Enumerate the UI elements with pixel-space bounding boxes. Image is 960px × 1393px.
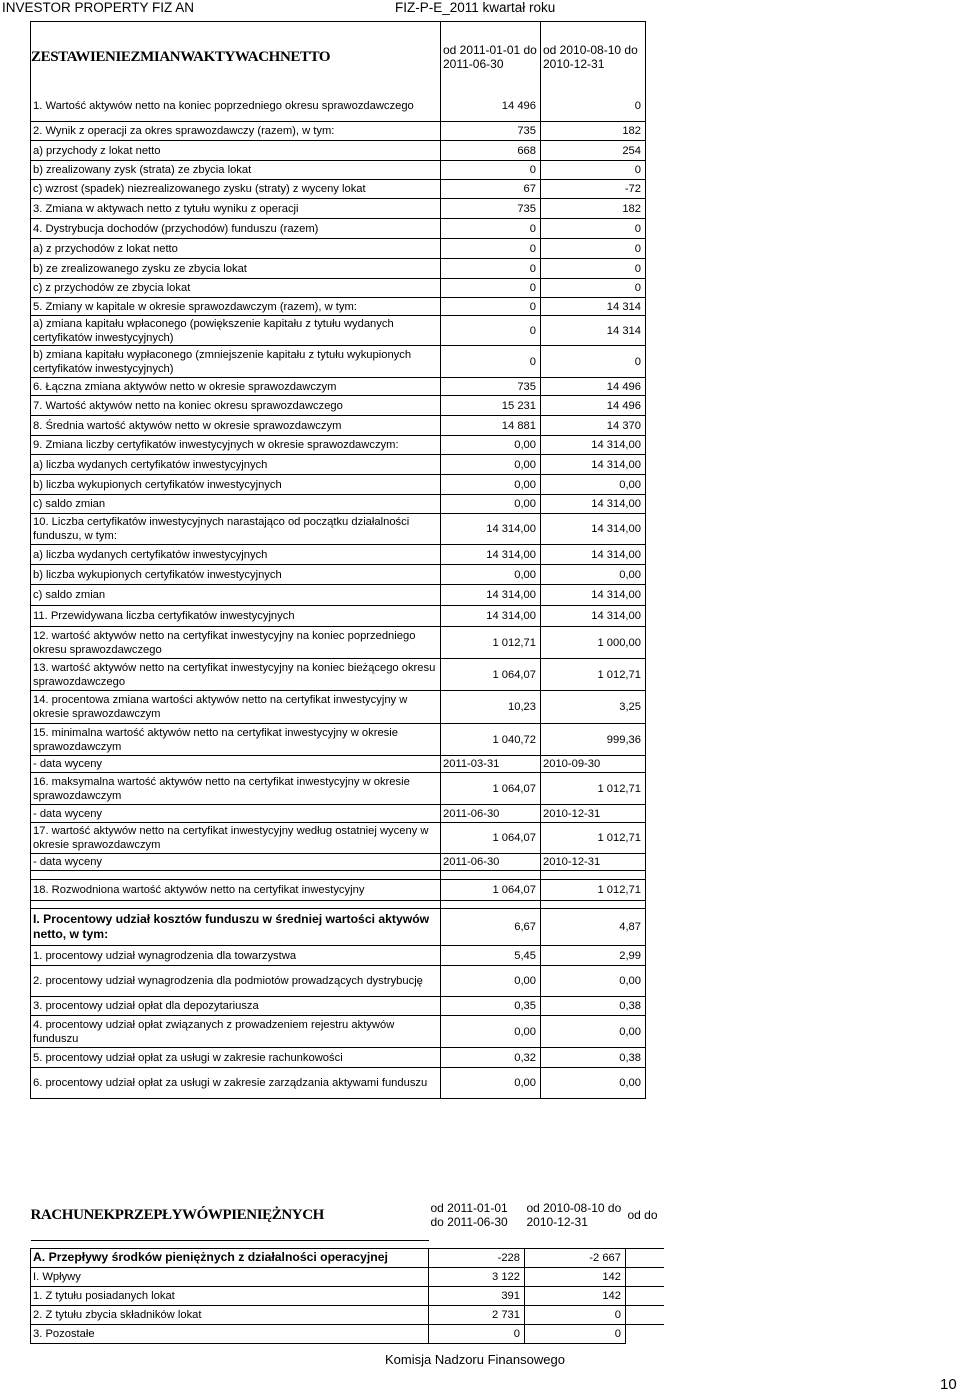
value-current-period: 14 314,00 xyxy=(441,585,541,606)
value-previous-period: 142 xyxy=(525,1286,626,1305)
valuation-date-previous-period: 2010-12-31 xyxy=(541,805,646,823)
value-previous-period: 14 314,00 xyxy=(541,436,646,455)
table-row xyxy=(31,823,646,854)
table-row xyxy=(31,1305,664,1324)
table-row xyxy=(31,724,646,756)
row-label: b) liczba wykupionych certyfikatów inwestycyjnych xyxy=(31,565,441,585)
section-title: RACHUNEKPRZEPŁYWÓWPIENIĘŻNYCH xyxy=(31,1190,429,1240)
section-title: ZESTAWIENIEZMIANWAKTYWACHNETTO xyxy=(31,22,441,92)
value-previous-period: 4,87 xyxy=(541,909,646,946)
value-current-period: 1 064,07 xyxy=(441,823,541,854)
row-label: c) saldo zmian xyxy=(31,495,441,514)
value-previous-period: -2 667 xyxy=(525,1248,626,1267)
value-previous-period: -72 xyxy=(541,180,646,199)
value-current-period: 0,32 xyxy=(441,1048,541,1068)
value-current-period: 14 314,00 xyxy=(441,606,541,627)
table-row xyxy=(31,199,646,219)
table-row xyxy=(31,1068,646,1099)
table-row xyxy=(31,436,646,455)
row-label: 15. minimalna wartość aktywów netto na certyfikat inwestycyjny w okresie sprawozdawczym xyxy=(31,724,441,756)
table-row xyxy=(31,871,646,880)
value-current-period: 0 xyxy=(441,346,541,378)
table-row xyxy=(31,122,646,141)
value-current-period: 0 xyxy=(441,316,541,346)
table-row xyxy=(31,279,646,298)
row-label: 13. wartość aktywów netto na certyfikat inwestycyjny na koniec bieżącego okresu sprawozdawczego xyxy=(31,659,441,691)
table-row xyxy=(31,606,646,627)
table-row xyxy=(31,1016,646,1048)
empty-cell xyxy=(626,1267,664,1286)
table-row xyxy=(31,627,646,659)
table-row xyxy=(31,946,646,966)
table-row xyxy=(31,259,646,279)
value-current-period: 0,00 xyxy=(441,565,541,585)
value-previous-period: 0,00 xyxy=(541,966,646,997)
row-label: 7. Wartość aktywów netto na koniec okresu sprawozdawczego xyxy=(31,396,441,416)
value-current-period: 6,67 xyxy=(441,909,541,946)
table-header-row xyxy=(31,1190,664,1240)
row-label: b) ze zrealizowanego zysku ze zbycia lokat xyxy=(31,259,441,279)
row-label: 6. procentowy udział opłat za usługi w zakresie zarządzania aktywami funduszu xyxy=(31,1068,441,1099)
value-current-period: 0 xyxy=(441,161,541,180)
table-row xyxy=(31,475,646,495)
table-row xyxy=(31,773,646,805)
table-row xyxy=(31,880,646,901)
value-previous-period: 1 000,00 xyxy=(541,627,646,659)
row-label: 9. Zmiana liczby certyfikatów inwestycyjnych w okresie sprawozdawczym: xyxy=(31,436,441,455)
table-row xyxy=(31,396,646,416)
value-previous-period: 1 012,71 xyxy=(541,880,646,901)
value-previous-period: 0 xyxy=(541,161,646,180)
table-row xyxy=(31,416,646,436)
row-label: - data wyceny xyxy=(31,756,441,773)
value-current-period: 14 496 xyxy=(441,92,541,122)
table-row xyxy=(31,92,646,122)
value-previous-period: 182 xyxy=(541,122,646,141)
valuation-date-previous-period: 2010-12-31 xyxy=(541,854,646,871)
value-current-period: 1 012,71 xyxy=(441,627,541,659)
row-label: 18. Rozwodniona wartość aktywów netto na certyfikat inwestycyjny xyxy=(31,880,441,901)
value-previous-period: 1 012,71 xyxy=(541,823,646,854)
table-row xyxy=(31,239,646,259)
valuation-date-current-period: 2011-06-30 xyxy=(441,805,541,823)
value-current-period: 0 xyxy=(441,259,541,279)
table-row xyxy=(31,565,646,585)
table-row xyxy=(31,161,646,180)
row-label: 2. procentowy udział wynagrodzenia dla podmiotów prowadzących dystrybucję xyxy=(31,966,441,997)
value-previous-period: 142 xyxy=(525,1267,626,1286)
document-header-fund-name: INVESTOR PROPERTY FIZ AN xyxy=(2,0,195,15)
value-previous-period: 1 012,71 xyxy=(541,773,646,805)
column-header-previous-period: od 2010-08-10 do 2010-12-31 xyxy=(526,1201,622,1229)
row-label: A. Przepływy środków pieniężnych z działalności operacyjnej xyxy=(31,1248,429,1267)
value-previous-period: 14 314,00 xyxy=(541,514,646,545)
row-label: a) z przychodów z lokat netto xyxy=(31,239,441,259)
value-previous-period: 14 314,00 xyxy=(541,585,646,606)
table-row xyxy=(31,854,646,871)
row-label: 4. procentowy udział opłat związanych z prowadzeniem rejestru aktywów funduszu xyxy=(31,1016,441,1048)
row-label: b) zrealizowany zysk (strata) ze zbycia lokat xyxy=(31,161,441,180)
row-label: 2. Z tytułu zbycia składników lokat xyxy=(31,1305,429,1324)
value-current-period: 5,45 xyxy=(441,946,541,966)
value-current-period: 0,35 xyxy=(441,997,541,1016)
value-previous-period: 254 xyxy=(541,141,646,161)
value-current-period: 0 xyxy=(441,298,541,316)
row-label: 5. procentowy udział opłat za usługi w zakresie rachunkowości xyxy=(31,1048,441,1068)
value-current-period: 0 xyxy=(441,279,541,298)
value-current-period: 1 064,07 xyxy=(441,773,541,805)
value-current-period: 391 xyxy=(429,1286,525,1305)
empty-cell xyxy=(626,1324,664,1343)
value-current-period: 735 xyxy=(441,122,541,141)
table-row xyxy=(31,180,646,199)
table-row xyxy=(31,1267,664,1286)
value-previous-period: 1 012,71 xyxy=(541,659,646,691)
row-label: - data wyceny xyxy=(31,805,441,823)
value-previous-period: 14 496 xyxy=(541,396,646,416)
value-current-period: 1 064,07 xyxy=(441,880,541,901)
value-current-period: 735 xyxy=(441,378,541,396)
value-previous-period: 0 xyxy=(525,1305,626,1324)
value-current-period xyxy=(441,901,541,909)
table-row xyxy=(31,378,646,396)
value-previous-period: 3,25 xyxy=(541,691,646,724)
value-previous-period: 182 xyxy=(541,199,646,219)
value-previous-period: 0 xyxy=(541,259,646,279)
row-label: 11. Przewidywana liczba certyfikatów inwestycyjnych xyxy=(31,606,441,627)
row-label: 5. Zmiany w kapitale w okresie sprawozdawczym (razem), w tym: xyxy=(31,298,441,316)
value-current-period: 1 064,07 xyxy=(441,659,541,691)
table-row xyxy=(31,495,646,514)
value-current-period: 1 040,72 xyxy=(441,724,541,756)
value-previous-period xyxy=(541,871,646,880)
table-row xyxy=(31,1248,664,1267)
row-label: 1. procentowy udział wynagrodzenia dla towarzystwa xyxy=(31,946,441,966)
row-label: 3. procentowy udział opłat dla depozytariusza xyxy=(31,997,441,1016)
column-header-current-period: od 2011-01-01 do 2011-06-30 xyxy=(441,22,541,92)
row-label: 14. procentowa zmiana wartości aktywów netto na certyfikat inwestycyjny w okresie sprawozdawczym xyxy=(31,691,441,724)
row-label: I. Wpływy xyxy=(31,1267,429,1286)
value-current-period: 0,00 xyxy=(441,1068,541,1099)
row-label: a) liczba wydanych certyfikatów inwestycyjnych xyxy=(31,455,441,475)
value-previous-period: 999,36 xyxy=(541,724,646,756)
row-label: b) liczba wykupionych certyfikatów inwestycyjnych xyxy=(31,475,441,495)
value-previous-period: 14 314,00 xyxy=(541,606,646,627)
row-label: I. Procentowy udział kosztów funduszu w średniej wartości aktywów netto, w tym: xyxy=(31,909,441,946)
value-current-period: -228 xyxy=(429,1248,525,1267)
table-row xyxy=(31,585,646,606)
row-label: a) przychody z lokat netto xyxy=(31,141,441,161)
row-label: 8. Średnia wartość aktywów netto w okresie sprawozdawczym xyxy=(31,416,441,436)
value-current-period: 0 xyxy=(441,239,541,259)
row-label: c) wzrost (spadek) niezrealizowanego zysku (straty) z wyceny lokat xyxy=(31,180,441,199)
table-row xyxy=(31,805,646,823)
column-header-current-period: od 2011-01-01 do 2011-06-30 xyxy=(430,1201,508,1229)
row-label xyxy=(31,901,441,909)
table-row xyxy=(31,1286,664,1305)
table-row xyxy=(31,997,646,1016)
valuation-date-previous-period: 2010-09-30 xyxy=(541,756,646,773)
table-row xyxy=(31,1324,664,1343)
table-row xyxy=(31,1048,646,1068)
value-current-period: 0,00 xyxy=(441,1016,541,1048)
value-previous-period: 0,38 xyxy=(541,1048,646,1068)
table-header-row xyxy=(31,22,646,92)
page-number: 10 xyxy=(940,1376,957,1393)
row-label: 1. Wartość aktywów netto na koniec poprzedniego okresu sprawozdawczego xyxy=(31,92,441,122)
table-row xyxy=(31,966,646,997)
value-current-period: 0 xyxy=(441,219,541,239)
value-current-period xyxy=(441,871,541,880)
value-previous-period: 14 496 xyxy=(541,378,646,396)
row-label: a) zmiana kapitału wpłaconego (powiększenie kapitału z tytułu wydanych certyfikatów inwestycyjnych) xyxy=(31,316,441,346)
table-row xyxy=(31,756,646,773)
value-current-period: 14 314,00 xyxy=(441,514,541,545)
row-label: 12. wartość aktywów netto na certyfikat inwestycyjny na koniec poprzedniego okresu sprawozdawczego xyxy=(31,627,441,659)
table-row xyxy=(31,659,646,691)
value-previous-period: 0 xyxy=(541,92,646,122)
value-current-period: 14 314,00 xyxy=(441,545,541,565)
cash-flow-table xyxy=(30,1190,664,1344)
value-current-period: 10,23 xyxy=(441,691,541,724)
row-label: 3. Pozostałe xyxy=(31,1324,429,1343)
value-previous-period: 14 314,00 xyxy=(541,545,646,565)
value-previous-period: 14 314 xyxy=(541,298,646,316)
value-current-period: 14 881 xyxy=(441,416,541,436)
row-label: 16. maksymalna wartość aktywów netto na certyfikat inwestycyjny w okresie sprawozdawczym xyxy=(31,773,441,805)
value-current-period: 0,00 xyxy=(441,455,541,475)
table-row xyxy=(31,346,646,378)
table-row xyxy=(31,691,646,724)
row-label: 10. Liczba certyfikatów inwestycyjnych narastająco od początku działalności funduszu, w tym: xyxy=(31,514,441,545)
row-label: - data wyceny xyxy=(31,854,441,871)
table-row xyxy=(31,545,646,565)
row-label: 17. wartość aktywów netto na certyfikat inwestycyjny według ostatniej wyceny w okresie sprawozdawczym xyxy=(31,823,441,854)
table-row xyxy=(31,141,646,161)
valuation-date-current-period: 2011-06-30 xyxy=(441,854,541,871)
table-row xyxy=(31,901,646,909)
table-row xyxy=(31,298,646,316)
table-row xyxy=(31,909,646,946)
value-previous-period: 0 xyxy=(525,1324,626,1343)
value-previous-period: 0 xyxy=(541,346,646,378)
row-label: 6. Łączna zmiana aktywów netto w okresie sprawozdawczym xyxy=(31,378,441,396)
value-previous-period: 0,00 xyxy=(541,1068,646,1099)
value-current-period: 0,00 xyxy=(441,966,541,997)
table-row xyxy=(31,455,646,475)
document-header-report-id: FIZ-P-E_2011 kwartał roku xyxy=(395,0,556,15)
row-label: c) z przychodów ze zbycia lokat xyxy=(31,279,441,298)
row-label: 3. Zmiana w aktywach netto z tytułu wyniku z operacji xyxy=(31,199,441,219)
value-current-period: 15 231 xyxy=(441,396,541,416)
value-previous-period: 0 xyxy=(541,219,646,239)
value-current-period: 3 122 xyxy=(429,1267,525,1286)
footer-regulator-name: Komisja Nadzoru Finansowego xyxy=(385,1352,565,1367)
row-label xyxy=(31,871,441,880)
empty-cell xyxy=(626,1286,664,1305)
value-previous-period: 14 314,00 xyxy=(541,455,646,475)
value-current-period: 0 xyxy=(429,1324,525,1343)
table-row xyxy=(31,514,646,545)
value-current-period: 0,00 xyxy=(441,495,541,514)
column-header-extra-period: od do xyxy=(627,1208,658,1222)
value-current-period: 67 xyxy=(441,180,541,199)
value-current-period: 0,00 xyxy=(441,436,541,455)
empty-cell xyxy=(626,1305,664,1324)
valuation-date-current-period: 2011-03-31 xyxy=(441,756,541,773)
value-previous-period: 0 xyxy=(541,279,646,298)
value-current-period: 735 xyxy=(441,199,541,219)
value-previous-period: 14 370 xyxy=(541,416,646,436)
row-label: 4. Dystrybucja dochodów (przychodów) funduszu (razem) xyxy=(31,219,441,239)
net-assets-changes-table xyxy=(30,21,646,1099)
row-label: 2. Wynik z operacji za okres sprawozdawczy (razem), w tym: xyxy=(31,122,441,141)
value-previous-period: 14 314,00 xyxy=(541,495,646,514)
value-previous-period xyxy=(541,901,646,909)
value-previous-period: 2,99 xyxy=(541,946,646,966)
column-header-previous-period: od 2010-08-10 do 2010-12-31 xyxy=(541,22,646,92)
table-row xyxy=(31,219,646,239)
value-previous-period: 0,00 xyxy=(541,1016,646,1048)
value-current-period: 0,00 xyxy=(441,475,541,495)
row-label: 1. Z tytułu posiadanych lokat xyxy=(31,1286,429,1305)
value-current-period: 668 xyxy=(441,141,541,161)
value-previous-period: 0 xyxy=(541,239,646,259)
row-label: a) liczba wydanych certyfikatów inwestycyjnych xyxy=(31,545,441,565)
row-label: c) saldo zmian xyxy=(31,585,441,606)
table-row xyxy=(31,316,646,346)
spacer-row xyxy=(31,1240,664,1248)
value-previous-period: 14 314 xyxy=(541,316,646,346)
row-label: b) zmiana kapitału wypłaconego (zmniejszenie kapitału z tytułu wykupionych certyfikatów inwestycyjnych) xyxy=(31,346,441,378)
value-previous-period: 0,00 xyxy=(541,475,646,495)
value-previous-period: 0,00 xyxy=(541,565,646,585)
value-current-period: 2 731 xyxy=(429,1305,525,1324)
empty-cell xyxy=(626,1248,664,1267)
value-previous-period: 0,38 xyxy=(541,997,646,1016)
